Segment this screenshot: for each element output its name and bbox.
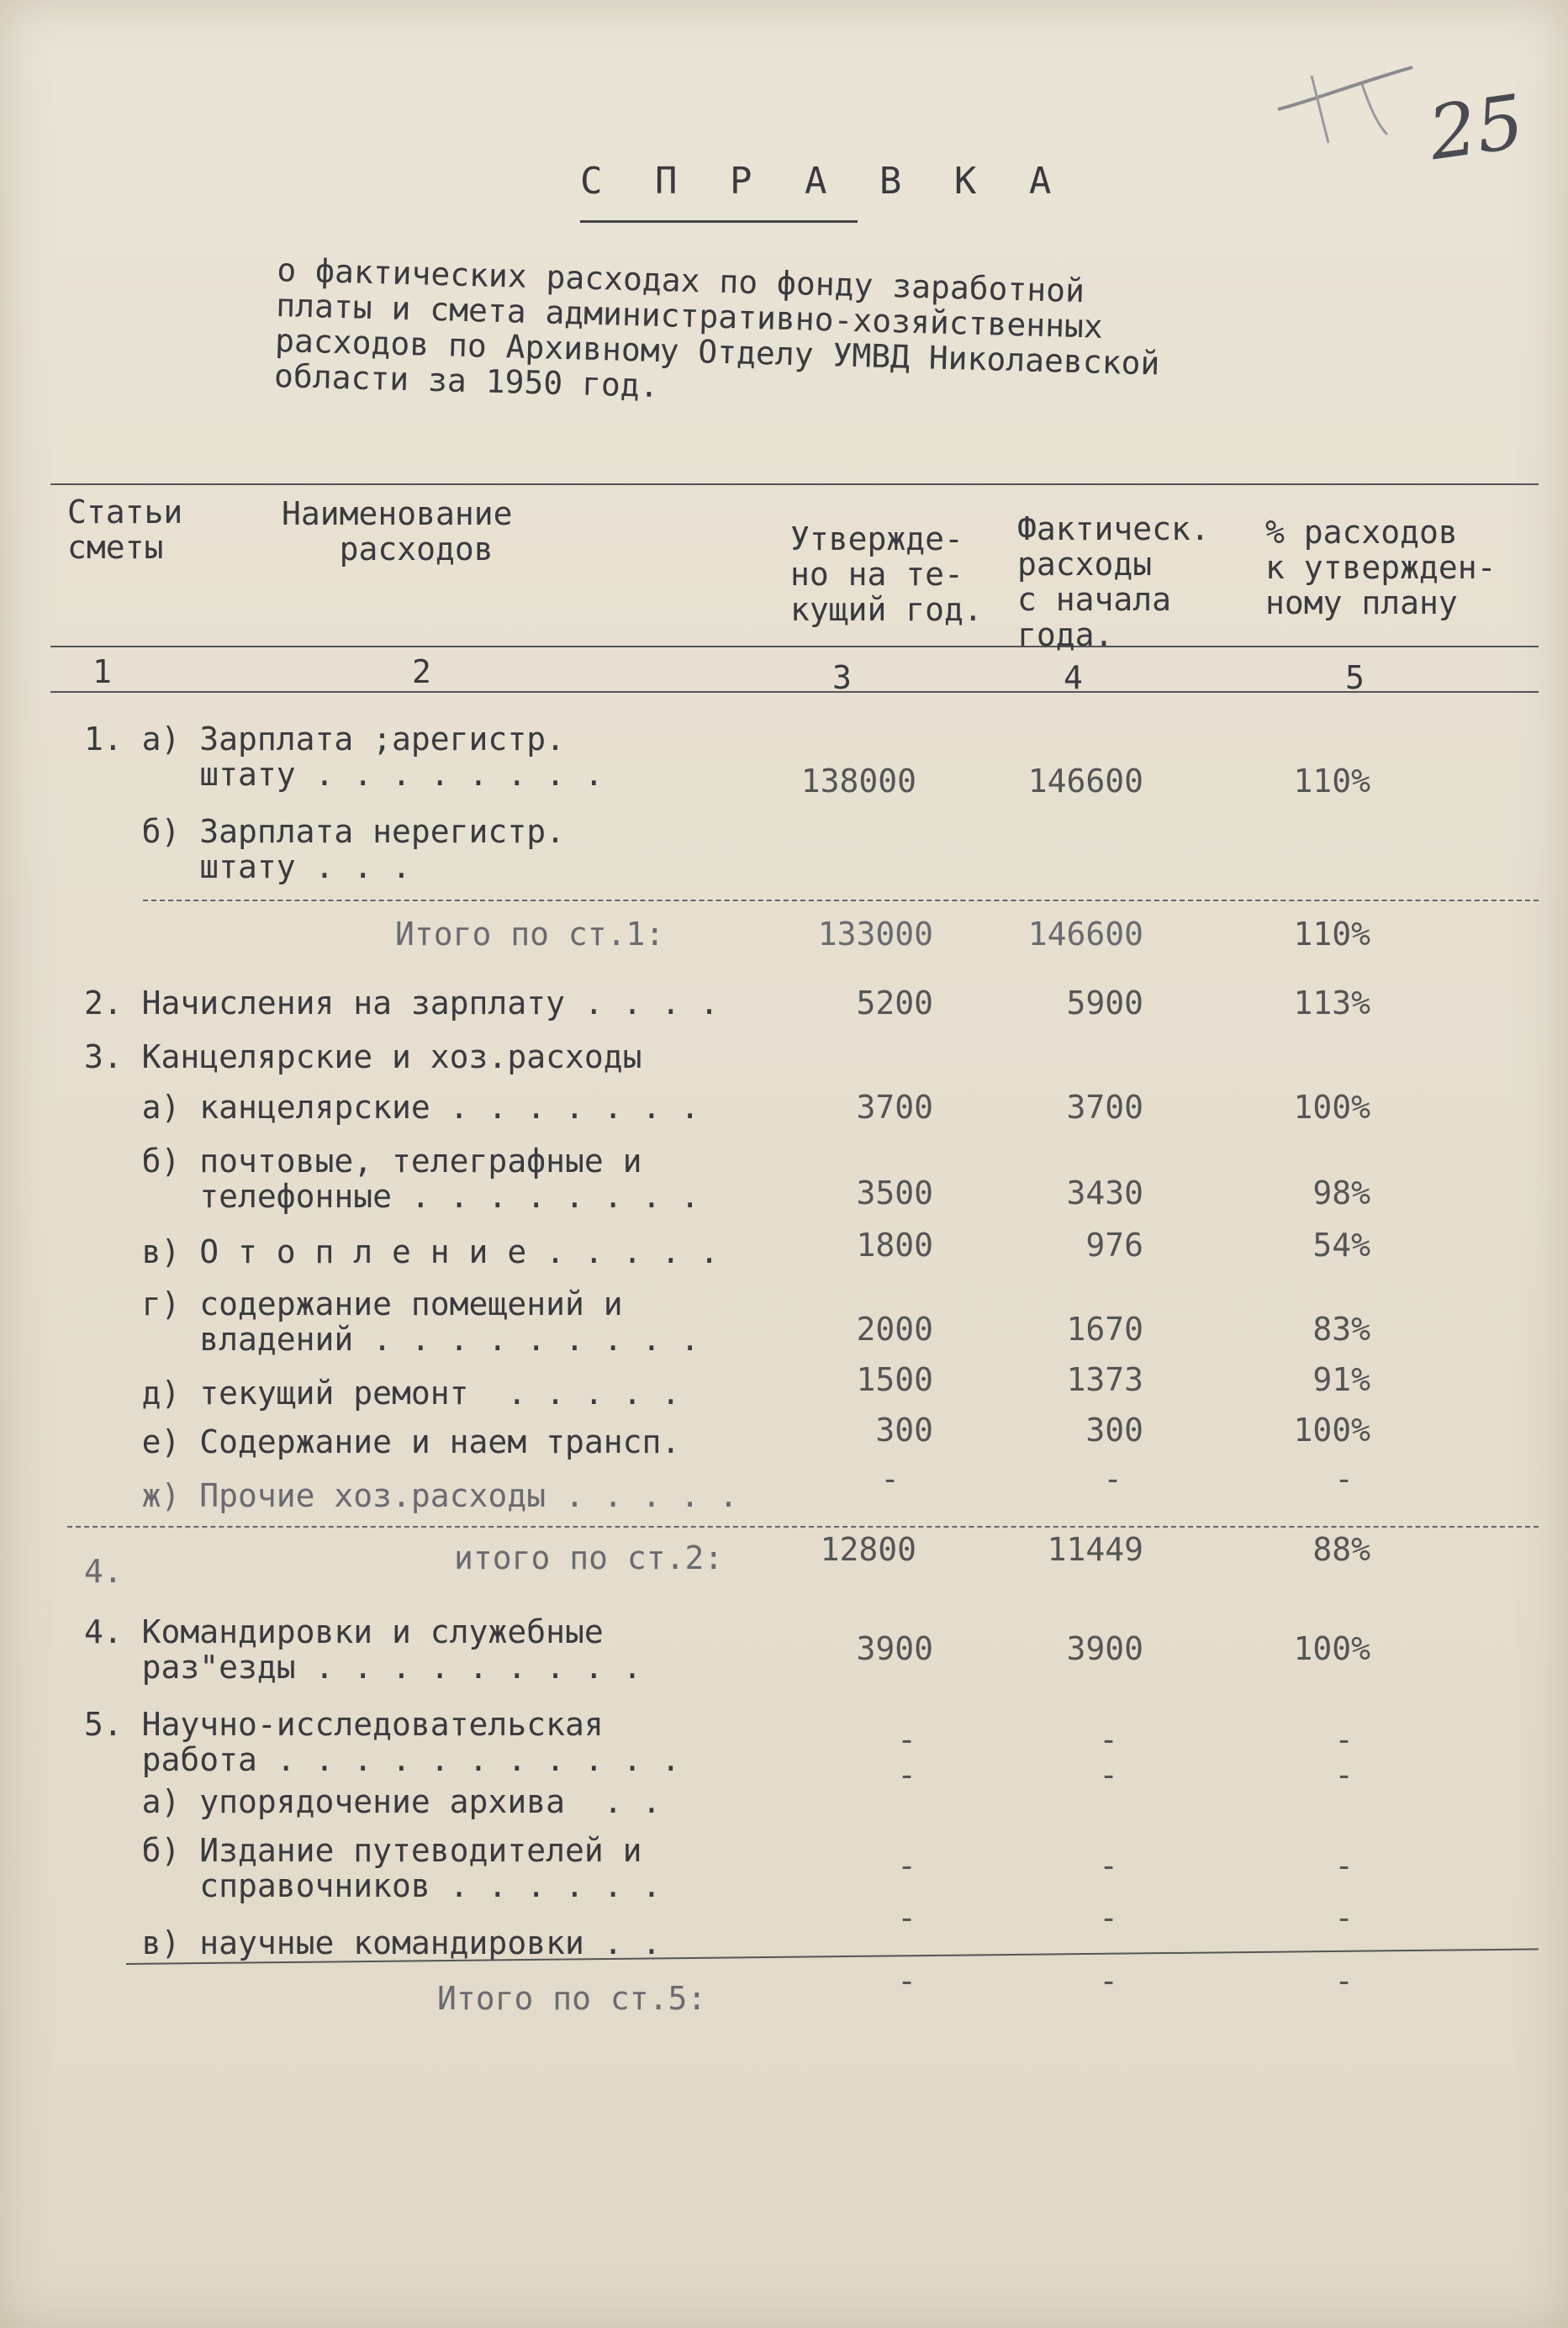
row-percent: 100% [1293, 1412, 1370, 1449]
header-top-rule [50, 483, 1539, 485]
page-number: 25 [1423, 77, 1529, 177]
row-approved: 12800 [820, 1531, 916, 1568]
column-number: 2 [412, 653, 431, 690]
row-approved: 2000 [856, 1311, 933, 1348]
row-actual: - [1099, 1899, 1118, 1936]
colnum-rule [50, 691, 1539, 693]
row-label: а) канцелярские . . . . . . . [84, 1089, 700, 1126]
subtotal-label: Итого по ст.1: [395, 916, 665, 953]
row-actual: 11449 [1047, 1531, 1143, 1568]
column-number: 5 [1345, 659, 1365, 696]
row-label: д) текущий ремонт . . . . . [84, 1375, 681, 1412]
row-approved: - [897, 1721, 916, 1758]
row-percent: - [1334, 1899, 1354, 1936]
row-actual: - [1099, 1962, 1118, 1999]
row-actual: 146600 [1027, 916, 1143, 953]
row-label: а) упорядочение архива . . [84, 1783, 662, 1820]
header-articles: Статьи сметы [67, 494, 183, 566]
row-actual: - [1099, 1756, 1118, 1793]
row-percent: 98% [1312, 1175, 1370, 1212]
document-subtitle: о фактических расходах по фонду заработной платы и смета административно-хозяйственных расходов по Архивному Отделу УМВД Николаевской области за 1950 год. [273, 251, 1160, 404]
handwritten-mark [1261, 50, 1429, 151]
row-label: 5. Научно-исследовательская работа . . . . . . . . . . . [84, 1706, 681, 1778]
row-percent: 83% [1312, 1311, 1370, 1348]
subtotal-rule [67, 1526, 1539, 1528]
row-percent: 113% [1293, 985, 1370, 1021]
row-approved: 1500 [856, 1361, 933, 1398]
column-number: 4 [1064, 659, 1083, 696]
column-number: 3 [832, 659, 852, 696]
row-actual: 5900 [1066, 985, 1143, 1021]
row-percent: - [1334, 1721, 1354, 1758]
header-bottom-rule [50, 646, 1539, 647]
row-label: е) Содержание и наем трансп. [84, 1423, 681, 1460]
row-actual: 1670 [1066, 1311, 1143, 1348]
row-actual: 976 [1085, 1227, 1143, 1264]
row-label: ж) Прочие хоз.расходы . . . . . [84, 1477, 738, 1514]
row-actual: 1373 [1066, 1361, 1143, 1398]
row-actual: 3900 [1066, 1630, 1143, 1667]
row-approved: - [880, 1460, 900, 1497]
subtotal-rule [143, 900, 1539, 901]
row-label: б) Зарплата нерегистр. штату . . . [141, 813, 565, 885]
row-label: г) содержание помещений и владений . . . . . . . . . [141, 1285, 700, 1358]
row-percent: - [1334, 1460, 1354, 1497]
header-approved: Утвержде- но на те- кущий год. [790, 520, 983, 628]
row-approved: - [897, 1847, 916, 1884]
row-label: в) О т о п л е н и е . . . . . [84, 1233, 719, 1270]
row-actual: 146600 [1027, 763, 1143, 800]
row-percent: 100% [1293, 1089, 1370, 1126]
row-percent: 100% [1293, 1630, 1370, 1667]
row-percent: 88% [1312, 1531, 1370, 1568]
row-actual: - [1099, 1721, 1118, 1758]
row-percent: - [1334, 1756, 1354, 1793]
row-percent: 110% [1293, 916, 1370, 953]
row-approved: 1800 [856, 1227, 933, 1264]
row-actual: 3700 [1066, 1089, 1143, 1126]
row-actual: 300 [1085, 1412, 1143, 1449]
row-label: 4. Командировки и служебные раз"езды . . . . . . . . . [84, 1613, 642, 1686]
row-approved: 3700 [856, 1089, 933, 1126]
row-percent: - [1334, 1847, 1354, 1884]
row-percent: 110% [1293, 763, 1370, 800]
row-percent: 91% [1312, 1361, 1370, 1398]
row-approved: - [897, 1756, 916, 1793]
row-approved: - [897, 1899, 916, 1936]
row-percent: - [1334, 1962, 1354, 1999]
row-label: в) научные командировки . . [84, 1924, 662, 1961]
row-percent: 54% [1312, 1227, 1370, 1264]
row-actual: - [1099, 1847, 1118, 1884]
column-number: 1 [92, 653, 112, 690]
row-actual: - [1103, 1460, 1122, 1497]
document-title: С П Р А В К А [580, 160, 1067, 203]
row-approved: - [897, 1962, 916, 1999]
row-label: 2. Начисления на зарплату . . . . [84, 985, 719, 1021]
row-approved: 3900 [856, 1630, 933, 1667]
row-label: 1. а) Зарплата ;арегистр. штату . . . . . . . . [84, 721, 604, 793]
row-approved: 138000 [800, 763, 916, 800]
title-underline [580, 220, 858, 223]
row-approved: 133000 [817, 916, 933, 953]
row-approved: 3500 [856, 1175, 933, 1212]
header-actual: Фактическ. расходы с начала года. [1017, 510, 1210, 653]
header-name: Наименование расходов [282, 495, 513, 567]
header-percent: % расходов к утвержден- ному плану [1265, 514, 1497, 621]
row-approved: 5200 [856, 985, 933, 1021]
row-actual: 3430 [1066, 1175, 1143, 1212]
subtotal-label: итого по ст.2: [454, 1539, 724, 1576]
subtotal-label: Итого по ст.5: [437, 1980, 707, 2017]
row-label: б) Издание путеводителей и справочников . . . . . . [141, 1832, 662, 1904]
row-approved: 300 [875, 1412, 933, 1449]
row-label: 3. Канцелярские и хоз.расходы [84, 1038, 642, 1075]
row-marker: 4. [84, 1553, 123, 1590]
row-label: б) почтовые, телеграфные и телефонные . . . . . . . . [141, 1143, 700, 1215]
